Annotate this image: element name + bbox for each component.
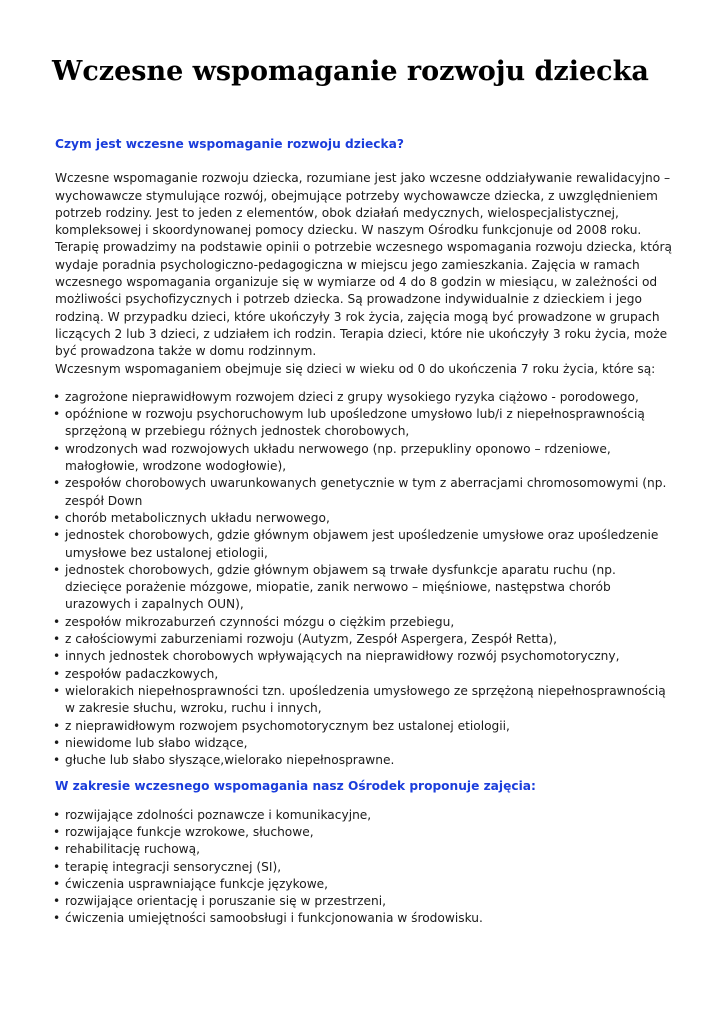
list-item bbox=[55, 807, 675, 824]
list-item bbox=[55, 824, 675, 841]
bullet-icon: • bbox=[53, 407, 61, 422]
list-item bbox=[55, 510, 675, 527]
bullet-icon: • bbox=[53, 510, 61, 525]
bullet-icon: • bbox=[53, 718, 61, 733]
bullet-icon: • bbox=[53, 807, 61, 822]
list-item-text: z nieprawidłowym rozwojem psychomotorycznym bez ustalonej etiologii, bbox=[65, 718, 510, 733]
bullet-icon: • bbox=[53, 632, 61, 647]
bullet-icon: • bbox=[53, 476, 61, 491]
list-item bbox=[55, 893, 675, 910]
bullet-icon: • bbox=[53, 666, 61, 681]
list-item-text: wrodzonych wad rozwojowych układu nerwowego (np. przepukliny oponowo – rdzeniowe, małogłowie, wrodzone wodogłowie), bbox=[65, 441, 611, 474]
list-item-text: wielorakich niepełnosprawności tzn. upośledzenia umysłowego ze sprzężoną niepełnosprawnością w zakresie słuchu, wzroku, ruchu i innych, bbox=[65, 683, 666, 716]
list-item bbox=[55, 859, 675, 876]
section-heading-what-is: Czym jest wczesne wspomaganie rozwoju dziecka? bbox=[55, 137, 404, 151]
bullet-icon: • bbox=[53, 911, 61, 926]
description-paragraph: Wczesne wspomaganie rozwoju dziecka, rozumiane jest jako wczesne oddziaływanie rewalidacyjno – wychowawcze stymulujące rozwój, obejmujące potrzeby wychowawcze dziecka, z uwzględnieniem potrzeb rodziny. Jest to jeden z elementów, obok działań medycznych, wielospecjalistycznej, kompleksowej i skoordynowanej pomocy dziecku. W naszym Ośrodku funkcjonuje od 2008 roku. Terapię prowadzimy na podstawie opinii o potrzebie wczesnego wspomagania rozwoju dziecka, którą wydaje poradnia psychologiczno-pedagogiczna w miejscu jego zamieszkania. Zajęcia w ramach wczesnego wspomagania organizuje się w wymiarze od 4 do 8 godzin w miesiącu, w zależności od możliwości psychofizycznych i potrzeb dziecka. Są prowadzone indywidualnie z dzieckiem i jego rodziną. W przypadku dzieci, które ukończyły 3 rok życia, zajęcia mogą być prowadzone w grupach liczących 2 lub 3 dzieci, z udziałem ich rodzin. Terapia dzieci, które nie ukończyły 3 roku życia, może być prowadzona także w domu rodzinnym. bbox=[55, 171, 672, 359]
list-item-text: rozwijające orientację i poruszanie się w przestrzeni, bbox=[65, 894, 387, 909]
list-item bbox=[55, 735, 675, 752]
eligibility-intro: Wczesnym wspomaganiem obejmuje się dzieci w wieku od 0 do ukończenia 7 roku życia, które są: bbox=[55, 361, 656, 376]
list-item-text: zespołów mikrozaburzeń czynności mózgu o ciężkim przebiegu, bbox=[65, 614, 455, 629]
eligibility-list bbox=[55, 389, 675, 770]
list-item-text: rozwijające funkcje wzrokowe, słuchowe, bbox=[65, 824, 314, 839]
bullet-icon: • bbox=[53, 562, 61, 577]
list-item-text: innych jednostek chorobowych wpływających na nieprawidłowy rozwój psychomotoryczny, bbox=[65, 649, 620, 664]
activities-list bbox=[55, 807, 675, 928]
bullet-icon: • bbox=[53, 876, 61, 891]
bullet-icon: • bbox=[53, 614, 61, 629]
list-item-text: rozwijające zdolności poznawcze i komunikacyjne, bbox=[65, 807, 372, 822]
bullet-icon: • bbox=[53, 894, 61, 909]
list-item-text: chorób metabolicznych układu nerwowego, bbox=[65, 510, 330, 525]
list-item bbox=[55, 562, 675, 614]
list-item-text: opóźnione w rozwoju psychoruchowym lub upośledzone umysłowo lub/i z niepełnosprawnością sprzężoną w przebiegu różnych jednostek chorobowych, bbox=[65, 407, 645, 439]
list-item-text: zespołów chorobowych uwarunkowanych genetycznie w tym z aberracjami chromosomowymi (np. zespół Down bbox=[65, 476, 667, 508]
bullet-icon: • bbox=[53, 389, 61, 404]
list-item-text: zagrożone nieprawidłowym rozwojem dzieci z grupy wysokiego ryzyka ciążowo - porodowego, bbox=[65, 389, 639, 404]
list-item-text: rehabilitację ruchową, bbox=[65, 842, 200, 857]
list-item bbox=[55, 876, 675, 893]
list-item bbox=[55, 752, 675, 769]
bullet-icon: • bbox=[53, 735, 61, 750]
list-item bbox=[55, 631, 675, 648]
list-item bbox=[55, 841, 675, 858]
list-item-text: ćwiczenia umiejętności samoobsługi i funkcjonowania w środowisku. bbox=[65, 911, 483, 926]
list-item-text: niewidome lub słabo widzące, bbox=[65, 735, 248, 750]
list-item bbox=[55, 475, 675, 510]
list-item-text: ćwiczenia usprawniające funkcje językowe, bbox=[65, 876, 329, 891]
list-item-text: jednostek chorobowych, gdzie głównym objawem jest upośledzenie umysłowe oraz upośledzenie umysłowe bez ustalonej etiologii, bbox=[65, 528, 659, 560]
list-item-text: jednostek chorobowych, gdzie głównym objawem są trwałe dysfunkcje aparatu ruchu (np. dziecięce porażenie mózgowe, miopatie, zanik nerwowo – mięśniowe, następstwa chorób urazowych i zapalnych OUN), bbox=[65, 562, 616, 612]
list-item bbox=[55, 666, 675, 683]
list-item bbox=[55, 406, 675, 441]
list-item-text: terapię integracji sensorycznej (SI), bbox=[65, 859, 282, 874]
list-item bbox=[55, 441, 675, 476]
section-heading-offer: W zakresie wczesnego wspomagania nasz Ośrodek proponuje zajęcia: bbox=[55, 779, 536, 794]
bullet-icon: • bbox=[53, 859, 61, 874]
page-title: Wczesne wspomaganie rozwoju dziecka bbox=[52, 56, 649, 87]
list-item bbox=[55, 614, 675, 631]
list-item bbox=[55, 389, 675, 406]
bullet-icon: • bbox=[53, 683, 61, 698]
bullet-icon: • bbox=[53, 824, 61, 839]
list-item bbox=[55, 683, 675, 718]
list-item bbox=[55, 648, 675, 665]
list-item bbox=[55, 910, 675, 927]
bullet-icon: • bbox=[53, 441, 61, 456]
bullet-icon: • bbox=[53, 649, 61, 664]
article-body bbox=[55, 136, 675, 928]
list-item bbox=[55, 527, 675, 562]
list-item bbox=[55, 718, 675, 735]
list-item-text: głuche lub słabo słyszące,wielorako niepełnosprawne. bbox=[65, 753, 395, 768]
bullet-icon: • bbox=[53, 528, 61, 543]
list-item-text: z całościowymi zaburzeniami rozwoju (Autyzm, Zespół Aspergera, Zespół Retta), bbox=[65, 632, 558, 647]
bullet-icon: • bbox=[53, 753, 61, 768]
list-item-text: zespołów padaczkowych, bbox=[65, 666, 219, 681]
bullet-icon: • bbox=[53, 842, 61, 857]
